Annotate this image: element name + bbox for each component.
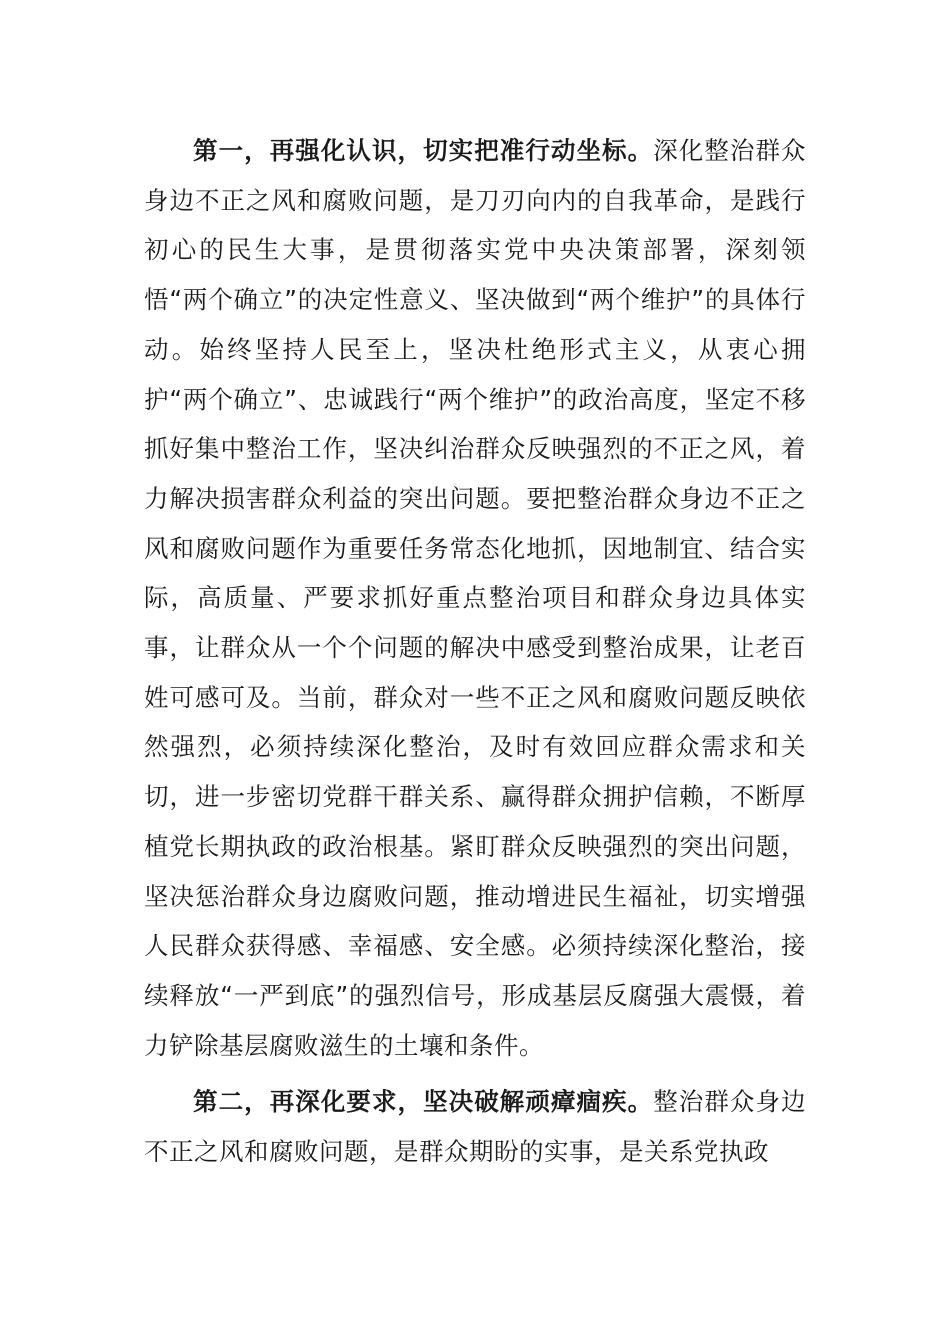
paragraph-2-heading: 第二，再深化要求，坚决破解顽瘴痼疾。: [193, 1087, 654, 1117]
paragraph-2: [144, 1077, 806, 1176]
paragraph-1: [144, 126, 806, 1070]
paragraph-1-body: 深化整治群众身边不正之风和腐败问题，是刀刃向内的自我革命，是践行初心的民生大事，是贯彻落实党中央决策部署，深刻领悟“两个确立”的决定性意义、坚决做到“两个维护”的具体行动。始终坚持人民至上，坚决杜绝形式主义，从衷心拥护“两个确立”、忠诚践行“两个维护”的政治高度，坚定不移抓好集中整治工作，坚决纠治群众反映强烈的不正之风，着力解决损害群众利益的突出问题。要把整治群众身边不正之风和腐败问题作为重要任务常态化地抓，因地制宜、结合实际，高质量、严要求抓好重点整治项目和群众身边具体实事，让群众从一个个问题的解决中感受到整治成果，让老百姓可感可及。当前，群众对一些不正之风和腐败问题反映依然强烈，必须持续深化整治，及时有效回应群众需求和关切，进一步密切党群干群关系、赢得群众拥护信赖，不断厚植党长期执政的政治根基。紧盯群众反映强烈的突出问题，坚决惩治群众身边腐败问题，推动增进民生福祉，切实增强人民群众获得感、幸福感、安全感。必须持续深化整治，接续释放“一严到底”的强烈信号，形成基层反腐强大震慑，着力铲除基层腐败滋生的土壤和条件。: [144, 136, 807, 1060]
document-page: [144, 126, 806, 1177]
paragraph-2-body: 整治群众身边不正之风和腐败问题，是群众期盼的实事，是关系党执政: [144, 1087, 807, 1167]
paragraph-1-heading: 第一，再强化认识，切实把准行动坐标。: [193, 136, 654, 165]
